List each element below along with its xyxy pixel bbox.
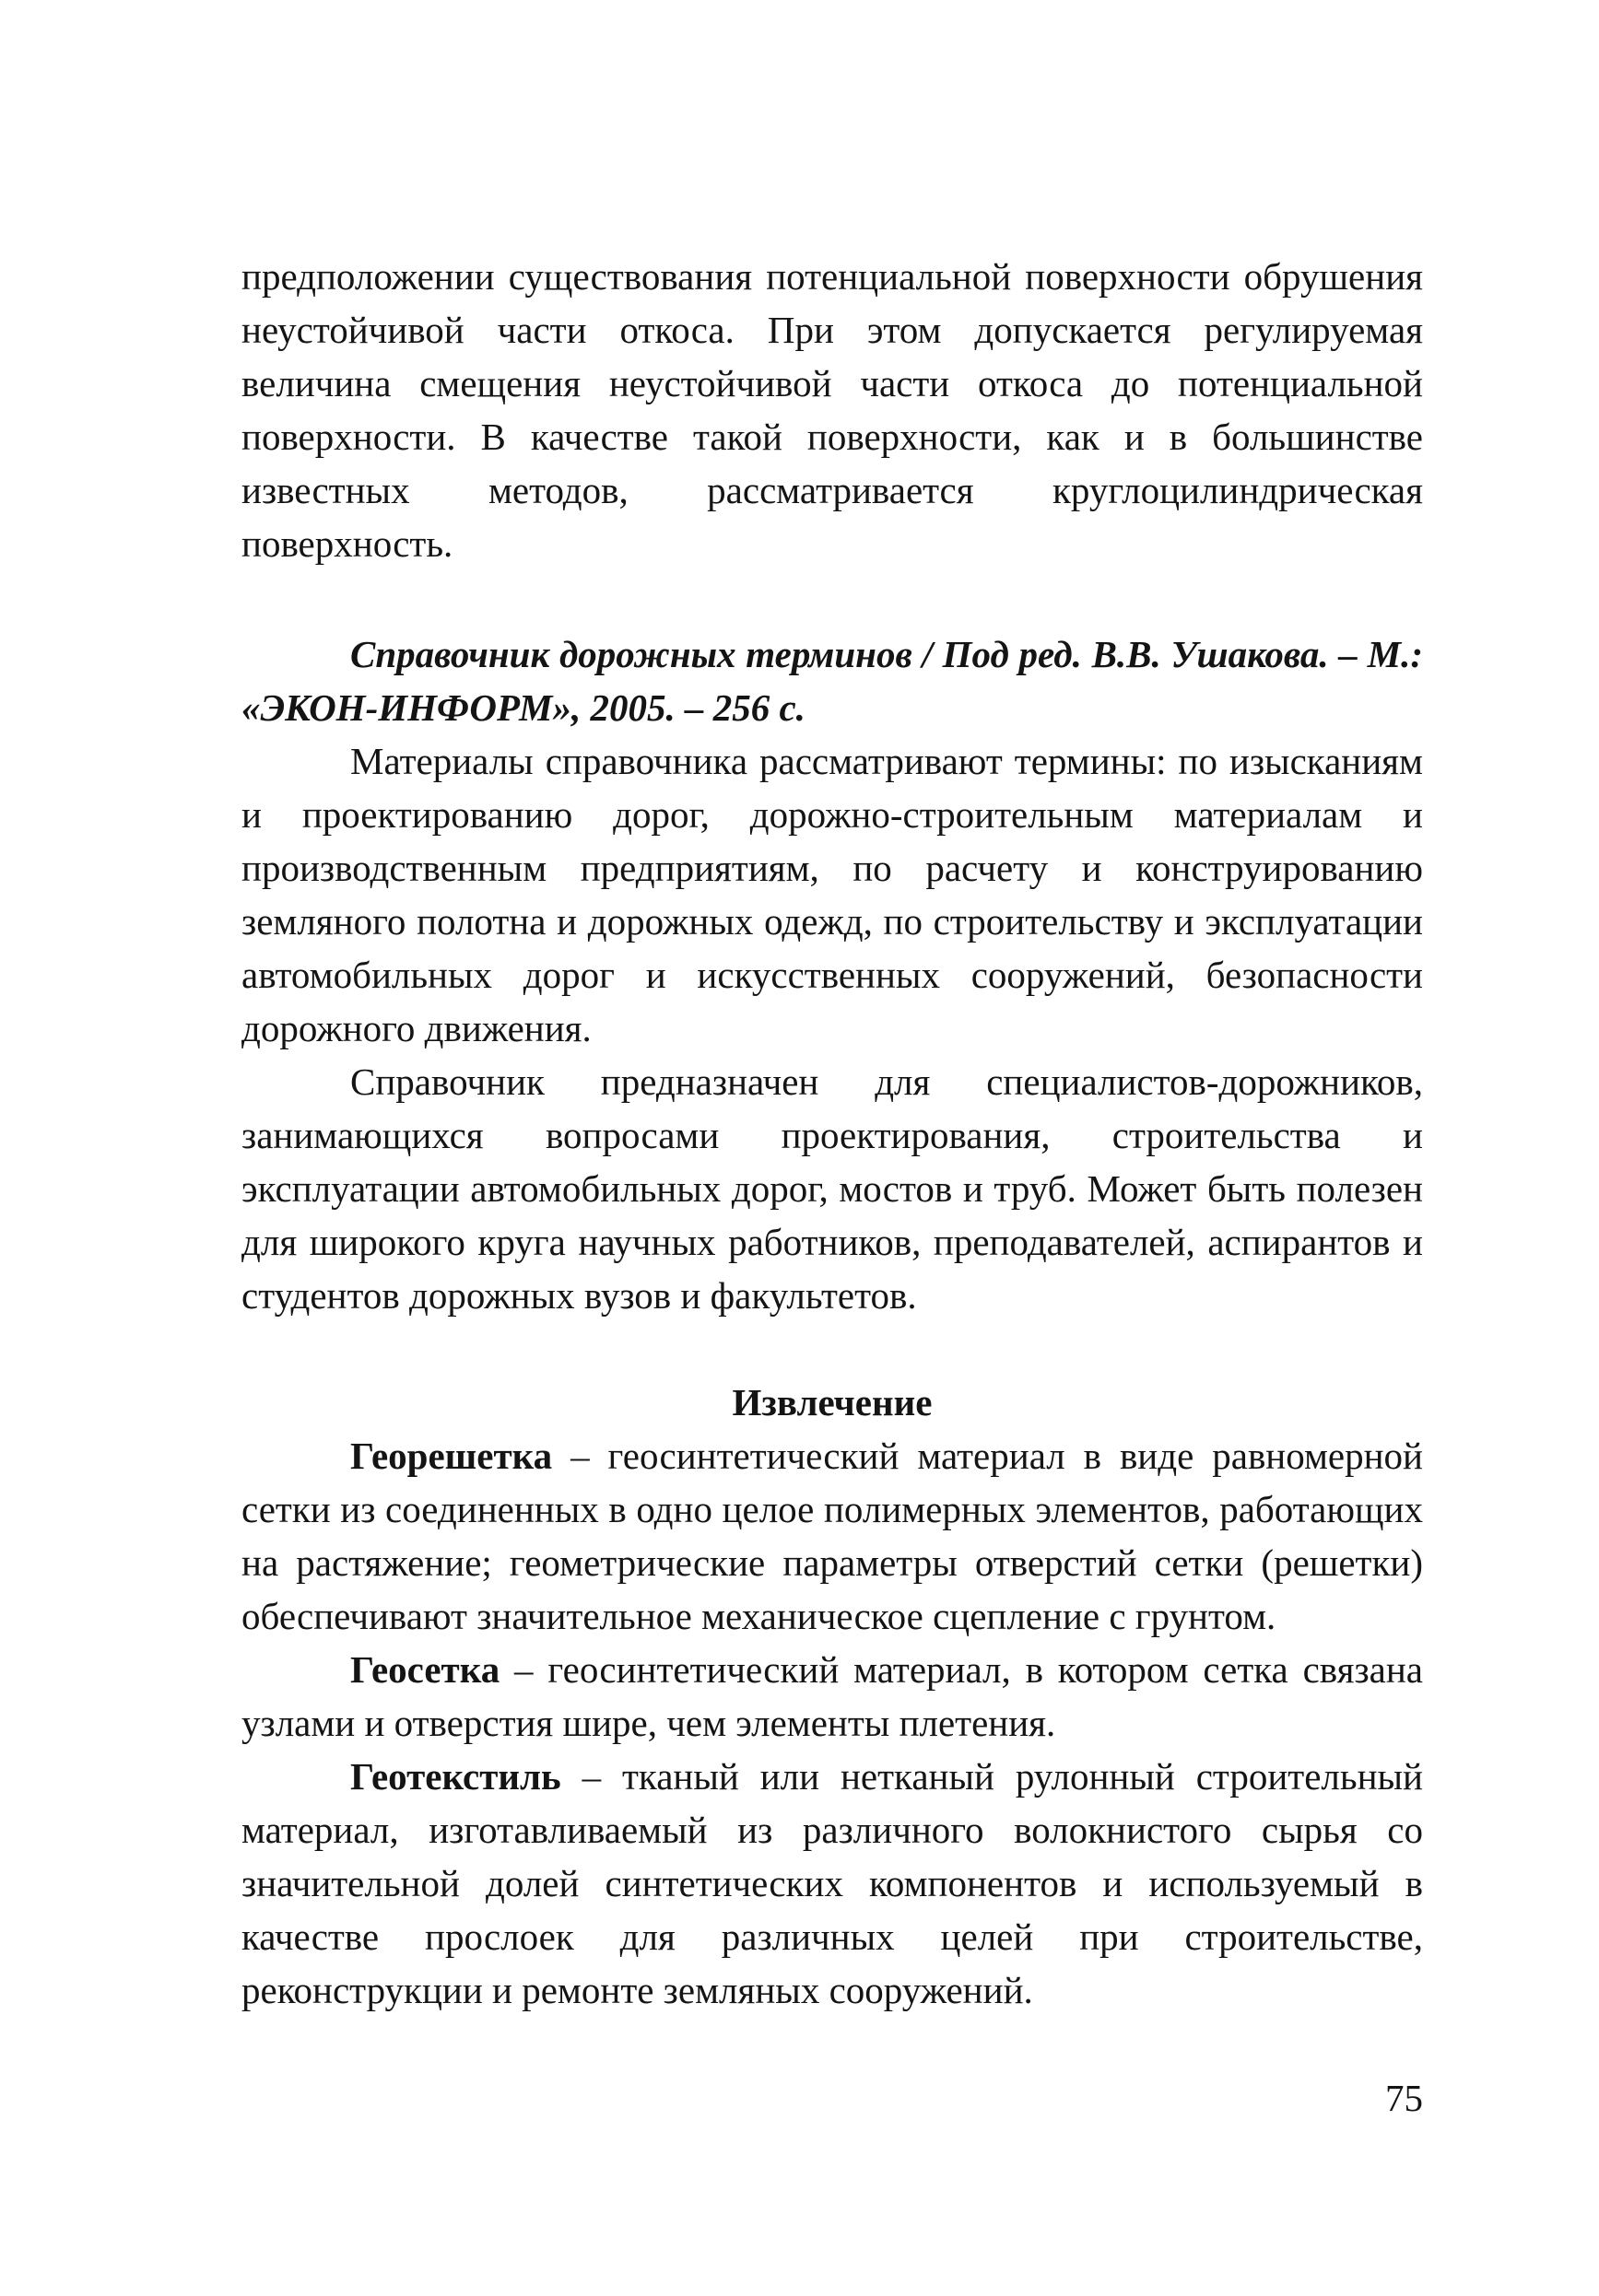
reference-citation: Справочник дорожных терминов / Под ред. В.В. Ушакова. – М.: «ЭКОН-ИНФОРМ», 2005. – 256 с.	[241, 633, 1423, 729]
page-content	[241, 238, 1423, 2017]
page-number: 75	[1385, 2077, 1423, 2119]
reference-description-1: Материалы справочника рассматривают термины: по изысканиям и проектированию дорог, дорожно-строительным материалам и производственным предприятиям, по расчету и конструированию земляного полотна и дорожных одежд, по строительству и эксплуатации автомобильных дорог и искусственных сооружений, безопасности дорожного движения.	[241, 740, 1423, 1049]
term-definition: – геосинтетический материал в виде равномерной сетки из соединенных в одно целое полимерных элементов, работающих на растяжение; геометрические параметры отверстий сетки (решетки) обеспечивают значительное механическое сцепление с грунтом.	[241, 1435, 1423, 1637]
intro-paragraph: предположении существования потенциальной поверхности обрушения неустойчивой части откоса. При этом допускается регулируемая величина смещения неустойчивой части откоса до потенциальной поверхности. В качестве такой поверхности, как и в большинстве известных методов, рассматривается круглоцилиндрическая поверхность.	[241, 255, 1423, 565]
extract-title: Извлечение	[732, 1381, 933, 1423]
term-entry	[241, 1429, 1423, 1643]
term-name: Геотекстиль	[350, 1755, 561, 1798]
term-entry	[241, 1750, 1423, 2017]
reference-description-2: Справочник предназначен для специалистов-дорожников, занимающихся вопросами проектирования, строительства и эксплуатации автомобильных дорог, мостов и труб. Может быть полезен для широкого круга научных работников, преподавателей, аспирантов и студентов дорожных вузов и факультетов.	[241, 1060, 1423, 1317]
term-name: Геосетка	[350, 1648, 500, 1691]
term-entry	[241, 1643, 1423, 1750]
term-definition: – тканый или нетканый рулонный строительный материал, изготавливаемый из различного волокнистого сырья со значительной долей синтетических компонентов и используемый в качестве прослоек для различных целей при строительстве, реконструкции и ремонте земляных сооружений.	[241, 1755, 1423, 2011]
term-name: Георешетка	[350, 1435, 553, 1477]
term-definition: – геосинтетический материал, в котором сетка связана узлами и отверстия шире, чем элементы плетения.	[241, 1648, 1423, 1744]
